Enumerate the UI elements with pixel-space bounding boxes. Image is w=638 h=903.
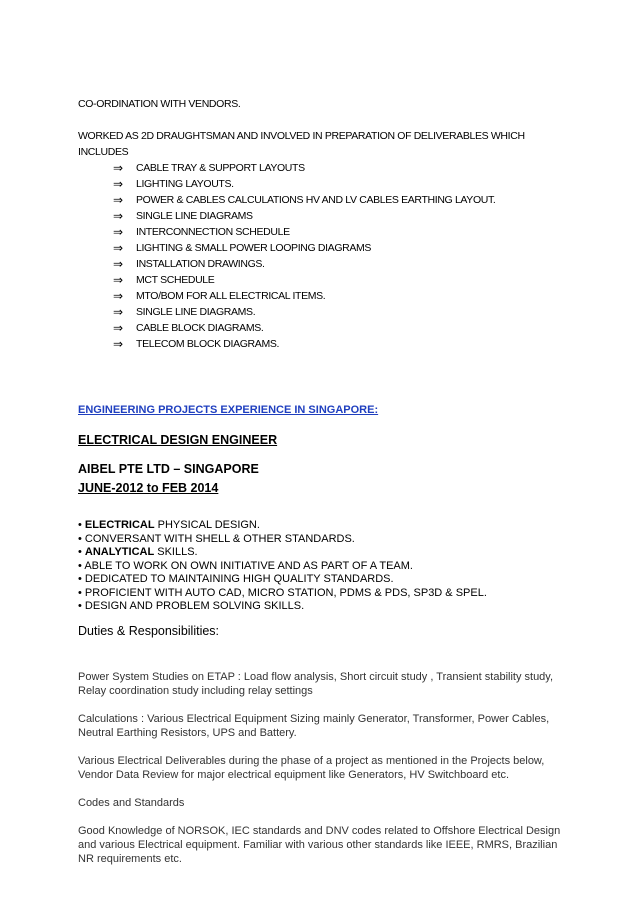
deliverable-item — [78, 160, 578, 176]
skill-item — [78, 573, 487, 587]
arrow-icon: ⇒ — [113, 257, 123, 271]
deliverable-text: INSTALLATION DRAWINGS. — [136, 258, 265, 270]
deliverable-item — [78, 176, 578, 192]
includes-line: INCLUDES — [78, 146, 129, 158]
arrow-icon: ⇒ — [113, 225, 123, 239]
skill-text: CONVERSANT WITH SHELL & OTHER STANDARDS. — [84, 532, 355, 545]
deliverable-text: CABLE TRAY & SUPPORT LAYOUTS — [136, 162, 305, 174]
duty-paragraph: Codes and Standards — [78, 797, 185, 809]
skills-list — [78, 519, 487, 614]
arrow-icon: ⇒ — [113, 161, 123, 175]
bullet-icon: • — [78, 559, 85, 572]
bullet-icon: • — [78, 519, 85, 531]
skill-item — [78, 600, 487, 614]
deliverable-text: LIGHTING LAYOUTS. — [136, 178, 234, 190]
deliverable-item — [78, 256, 578, 272]
bullet-icon: • — [78, 600, 85, 612]
deliverable-text: SINGLE LINE DIAGRAMS — [136, 210, 253, 222]
skill-text: ABLE TO WORK ON OWN INITIATIVE AND AS PART OF A TEAM. — [84, 559, 413, 572]
duty-paragraph: Power System Studies on ETAP : Load flow analysis, Short circuit study , Transient stability study, Relay coordination study including relay settings — [78, 671, 554, 697]
arrow-icon: ⇒ — [113, 273, 123, 287]
arrow-icon: ⇒ — [113, 177, 123, 191]
bullet-icon: • — [78, 532, 85, 545]
skill-item — [78, 533, 487, 547]
deliverable-text: TELECOM BLOCK DIAGRAMS. — [136, 338, 280, 350]
deliverable-item — [78, 224, 578, 240]
skill-keyword: ELECTRICAL — [84, 519, 155, 531]
skill-text: DEDICATED TO MAINTAINING HIGH QUALITY STANDARDS. — [84, 573, 394, 585]
arrow-icon: ⇒ — [113, 241, 123, 255]
experience-section — [78, 96, 578, 352]
deliverable-text: POWER & CABLES CALCULATIONS HV AND LV CABLES EARTHING LAYOUT. — [136, 194, 496, 206]
skill-text: SKILLS. — [154, 546, 198, 558]
arrow-icon: ⇒ — [113, 305, 123, 319]
company-name: AIBEL PTE LTD – SINGAPORE — [78, 462, 259, 476]
skill-keyword: ANALYTICAL — [84, 546, 155, 558]
deliverables-list — [78, 160, 578, 352]
role-title: ELECTRICAL DESIGN ENGINEER — [78, 433, 278, 447]
deliverable-text: INTERCONNECTION SCHEDULE — [136, 226, 290, 238]
deliverable-text: CABLE BLOCK DIAGRAMS. — [136, 322, 264, 334]
skill-text: PHYSICAL DESIGN. — [154, 519, 260, 531]
bullet-icon: • — [78, 573, 85, 585]
deliverable-text: MTO/BOM FOR ALL ELECTRICAL ITEMS. — [136, 290, 326, 302]
deliverable-item — [78, 240, 578, 256]
deliverable-item — [78, 208, 578, 224]
bullet-icon: • — [78, 546, 85, 558]
duties-title: Duties & Responsibilities: — [78, 624, 220, 638]
arrow-icon: ⇒ — [113, 289, 123, 303]
deliverable-text: LIGHTING & SMALL POWER LOOPING DIAGRAMS — [136, 242, 372, 254]
skill-item — [78, 560, 487, 574]
duty-paragraph: Good Knowledge of NORSOK, IEC standards and DNV codes related to Offshore Electrical Design and various Electrical equipment. Familiar with various other standards like IEEE, RMRS, Brazilian NR requirements etc. — [78, 825, 561, 865]
duties-body — [78, 670, 568, 880]
deliverable-item — [78, 288, 578, 304]
deliverable-text: SINGLE LINE DIAGRAMS. — [136, 306, 256, 318]
duty-paragraph: Various Electrical Deliverables during the phase of a project as mentioned in the Projects below, Vendor Data Review for major electrical equipment like Generators, HV Switchboard etc. — [78, 755, 545, 781]
deliverable-text: MCT SCHEDULE — [136, 274, 215, 286]
skill-item — [78, 546, 487, 560]
skill-text: PROFICIENT WITH AUTO CAD, MICRO STATION, PDMS & PDS, SP3D & SPEL. — [84, 586, 487, 599]
skill-item — [78, 587, 487, 601]
duty-paragraph: Calculations : Various Electrical Equipment Sizing mainly Generator, Transformer, Power Cables, Neutral Earthing Resistors, UPS and Battery. — [78, 713, 550, 739]
skill-text: DESIGN AND PROBLEM SOLVING SKILLS. — [84, 600, 305, 612]
projects-heading: ENGINEERING PROJECTS EXPERIENCE IN SINGAPORE: — [78, 404, 379, 416]
employment-period: JUNE-2012 to FEB 2014 — [78, 481, 219, 495]
deliverable-item — [78, 336, 578, 352]
deliverable-item — [78, 272, 578, 288]
worked-as-line: WORKED AS 2D DRAUGHTSMAN AND INVOLVED IN PREPARATION OF DELIVERABLES WHICH — [78, 130, 525, 142]
deliverable-item — [78, 320, 578, 336]
skill-item — [78, 519, 487, 533]
arrow-icon: ⇒ — [113, 209, 123, 223]
arrow-icon: ⇒ — [113, 193, 123, 207]
deliverable-item — [78, 304, 578, 320]
arrow-icon: ⇒ — [113, 337, 123, 351]
bullet-icon: • — [78, 586, 85, 599]
coordination-line: CO-ORDINATION WITH VENDORS. — [78, 98, 241, 110]
arrow-icon: ⇒ — [113, 321, 123, 335]
deliverable-item — [78, 192, 578, 208]
